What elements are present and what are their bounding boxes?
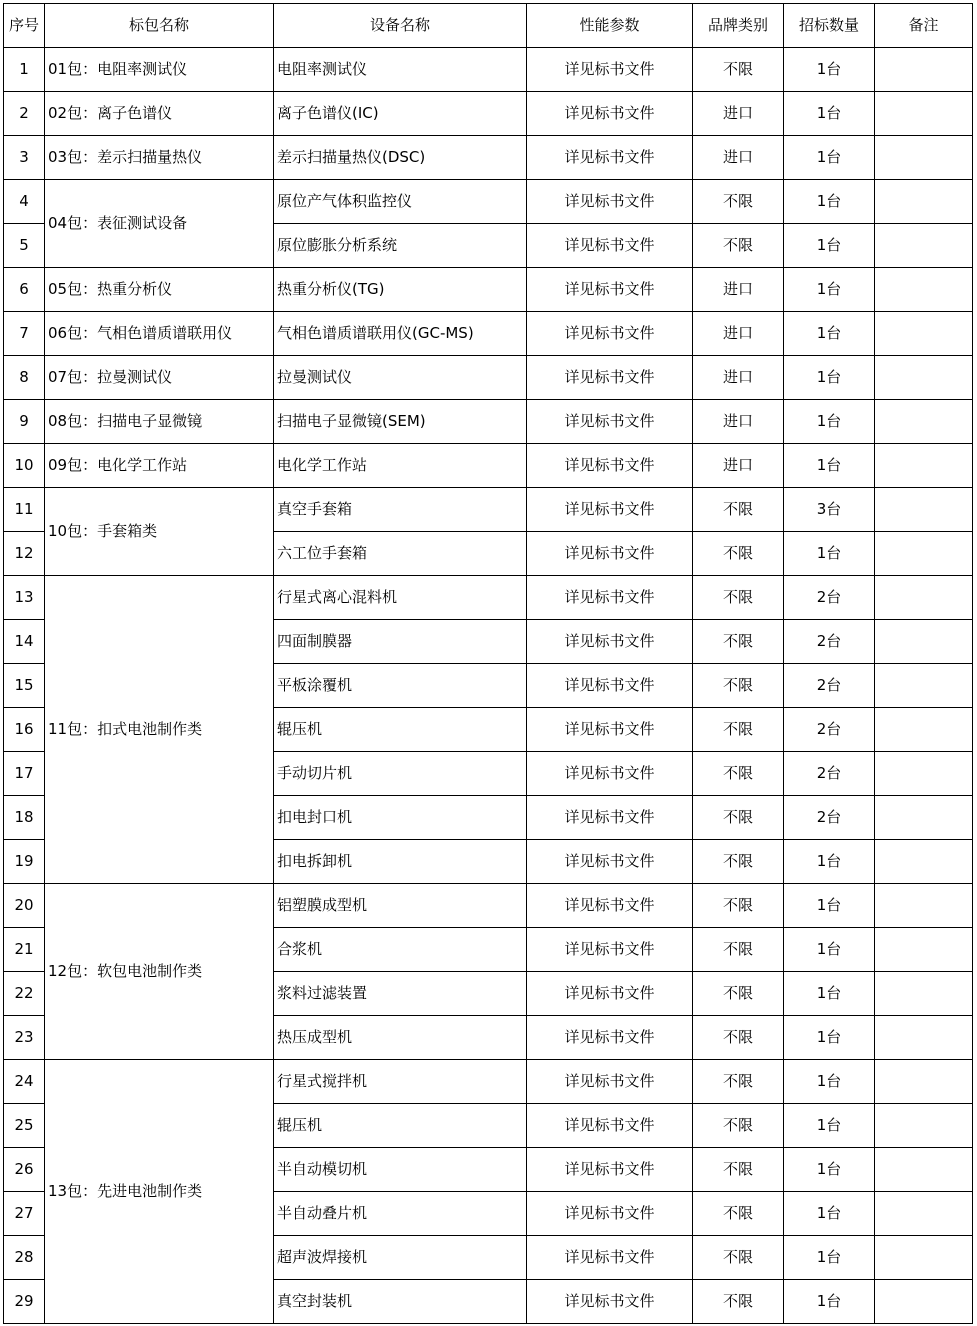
bid-quantity-cell: 2台: [784, 664, 875, 708]
table-row: [4, 92, 973, 136]
performance-params-cell: 详见标书文件: [527, 356, 693, 400]
table-row: [4, 576, 973, 620]
performance-params-cell: 详见标书文件: [527, 312, 693, 356]
brand-category-cell: 进口: [693, 136, 784, 180]
device-name-cell: 原位产气体积监控仪: [274, 180, 527, 224]
bid-quantity-cell: 2台: [784, 620, 875, 664]
brand-category-cell: 进口: [693, 356, 784, 400]
brand-category-cell: 不限: [693, 224, 784, 268]
brand-category-cell: 不限: [693, 1280, 784, 1324]
package-name-cell: 10包：手套箱类: [45, 488, 274, 576]
package-name-cell: 11包：扣式电池制作类: [45, 576, 274, 884]
row-seq-cell: 24: [4, 1060, 45, 1104]
row-seq-cell: 29: [4, 1280, 45, 1324]
bid-quantity-cell: 1台: [784, 1016, 875, 1060]
brand-category-cell: 不限: [693, 928, 784, 972]
row-seq-cell: 9: [4, 400, 45, 444]
bid-quantity-cell: 1台: [784, 136, 875, 180]
bid-quantity-cell: 1台: [784, 224, 875, 268]
brand-category-cell: 不限: [693, 752, 784, 796]
performance-params-cell: 详见标书文件: [527, 664, 693, 708]
device-name-cell: 拉曼测试仪: [274, 356, 527, 400]
device-name-cell: 真空手套箱: [274, 488, 527, 532]
performance-params-cell: 详见标书文件: [527, 532, 693, 576]
row-seq-cell: 27: [4, 1192, 45, 1236]
header-bid-quantity: 招标数量: [784, 4, 875, 48]
performance-params-cell: 详见标书文件: [527, 180, 693, 224]
performance-params-cell: 详见标书文件: [527, 1016, 693, 1060]
performance-params-cell: 详见标书文件: [527, 884, 693, 928]
remarks-cell: [875, 884, 973, 928]
device-name-cell: 铝塑膜成型机: [274, 884, 527, 928]
remarks-cell: [875, 752, 973, 796]
brand-category-cell: 进口: [693, 400, 784, 444]
brand-category-cell: 不限: [693, 1104, 784, 1148]
bid-quantity-cell: 1台: [784, 356, 875, 400]
brand-category-cell: 不限: [693, 1236, 784, 1280]
row-seq-cell: 4: [4, 180, 45, 224]
remarks-cell: [875, 576, 973, 620]
row-seq-cell: 14: [4, 620, 45, 664]
package-name-cell: 02包：离子色谱仪: [45, 92, 274, 136]
device-name-cell: 辊压机: [274, 708, 527, 752]
remarks-cell: [875, 488, 973, 532]
device-name-cell: 半自动叠片机: [274, 1192, 527, 1236]
row-seq-cell: 26: [4, 1148, 45, 1192]
brand-category-cell: 不限: [693, 972, 784, 1016]
performance-params-cell: 详见标书文件: [527, 488, 693, 532]
bid-quantity-cell: 1台: [784, 840, 875, 884]
device-name-cell: 扫描电子显微镜(SEM): [274, 400, 527, 444]
brand-category-cell: 进口: [693, 312, 784, 356]
bid-quantity-cell: 1台: [784, 1192, 875, 1236]
performance-params-cell: 详见标书文件: [527, 1236, 693, 1280]
bid-quantity-cell: 1台: [784, 884, 875, 928]
device-name-cell: 离子色谱仪(IC): [274, 92, 527, 136]
remarks-cell: [875, 620, 973, 664]
remarks-cell: [875, 1236, 973, 1280]
remarks-cell: [875, 664, 973, 708]
brand-category-cell: 不限: [693, 576, 784, 620]
package-name-cell: 07包：拉曼测试仪: [45, 356, 274, 400]
performance-params-cell: 详见标书文件: [527, 840, 693, 884]
performance-params-cell: 详见标书文件: [527, 400, 693, 444]
brand-category-cell: 不限: [693, 1192, 784, 1236]
row-seq-cell: 2: [4, 92, 45, 136]
procurement-table-sheet: [3, 3, 973, 1324]
header-seq: 序号: [4, 4, 45, 48]
device-name-cell: 手动切片机: [274, 752, 527, 796]
remarks-cell: [875, 180, 973, 224]
remarks-cell: [875, 224, 973, 268]
device-name-cell: 扣电拆卸机: [274, 840, 527, 884]
remarks-cell: [875, 1060, 973, 1104]
row-seq-cell: 1: [4, 48, 45, 92]
header-package-name: 标包名称: [45, 4, 274, 48]
bid-quantity-cell: 2台: [784, 708, 875, 752]
performance-params-cell: 详见标书文件: [527, 1104, 693, 1148]
remarks-cell: [875, 708, 973, 752]
bid-quantity-cell: 1台: [784, 180, 875, 224]
bid-quantity-cell: 2台: [784, 796, 875, 840]
bid-quantity-cell: 1台: [784, 928, 875, 972]
brand-category-cell: 不限: [693, 840, 784, 884]
bid-quantity-cell: 1台: [784, 400, 875, 444]
device-name-cell: 气相色谱质谱联用仪(GC-MS): [274, 312, 527, 356]
package-name-cell: 08包：扫描电子显微镜: [45, 400, 274, 444]
bid-quantity-cell: 1台: [784, 972, 875, 1016]
device-name-cell: 差示扫描量热仪(DSC): [274, 136, 527, 180]
header-device-name: 设备名称: [274, 4, 527, 48]
row-seq-cell: 15: [4, 664, 45, 708]
remarks-cell: [875, 1192, 973, 1236]
device-name-cell: 热重分析仪(TG): [274, 268, 527, 312]
header-performance-params: 性能参数: [527, 4, 693, 48]
device-name-cell: 浆料过滤装置: [274, 972, 527, 1016]
brand-category-cell: 进口: [693, 268, 784, 312]
brand-category-cell: 不限: [693, 488, 784, 532]
remarks-cell: [875, 268, 973, 312]
table-row: [4, 444, 973, 488]
row-seq-cell: 11: [4, 488, 45, 532]
row-seq-cell: 8: [4, 356, 45, 400]
package-name-cell: 06包：气相色谱质谱联用仪: [45, 312, 274, 356]
performance-params-cell: 详见标书文件: [527, 268, 693, 312]
device-name-cell: 四面制膜器: [274, 620, 527, 664]
row-seq-cell: 25: [4, 1104, 45, 1148]
performance-params-cell: 详见标书文件: [527, 48, 693, 92]
row-seq-cell: 5: [4, 224, 45, 268]
brand-category-cell: 不限: [693, 664, 784, 708]
package-name-cell: 12包：软包电池制作类: [45, 884, 274, 1060]
row-seq-cell: 16: [4, 708, 45, 752]
package-name-cell: 05包：热重分析仪: [45, 268, 274, 312]
brand-category-cell: 不限: [693, 1148, 784, 1192]
device-name-cell: 合浆机: [274, 928, 527, 972]
remarks-cell: [875, 840, 973, 884]
table-row: [4, 136, 973, 180]
remarks-cell: [875, 796, 973, 840]
row-seq-cell: 21: [4, 928, 45, 972]
brand-category-cell: 不限: [693, 532, 784, 576]
package-name-cell: 09包：电化学工作站: [45, 444, 274, 488]
device-name-cell: 真空封装机: [274, 1280, 527, 1324]
table-row: [4, 400, 973, 444]
remarks-cell: [875, 1104, 973, 1148]
bid-quantity-cell: 1台: [784, 444, 875, 488]
device-name-cell: 行星式离心混料机: [274, 576, 527, 620]
bid-quantity-cell: 2台: [784, 752, 875, 796]
remarks-cell: [875, 92, 973, 136]
row-seq-cell: 6: [4, 268, 45, 312]
brand-category-cell: 不限: [693, 708, 784, 752]
bid-quantity-cell: 1台: [784, 92, 875, 136]
bid-quantity-cell: 1台: [784, 532, 875, 576]
bid-quantity-cell: 2台: [784, 576, 875, 620]
table-row: [4, 180, 973, 224]
performance-params-cell: 详见标书文件: [527, 796, 693, 840]
table-row: [4, 312, 973, 356]
header-brand-category: 品牌类别: [693, 4, 784, 48]
row-seq-cell: 12: [4, 532, 45, 576]
table-row: [4, 488, 973, 532]
row-seq-cell: 23: [4, 1016, 45, 1060]
performance-params-cell: 详见标书文件: [527, 752, 693, 796]
remarks-cell: [875, 312, 973, 356]
remarks-cell: [875, 48, 973, 92]
bid-quantity-cell: 1台: [784, 1280, 875, 1324]
bid-quantity-cell: 1台: [784, 1060, 875, 1104]
performance-params-cell: 详见标书文件: [527, 1060, 693, 1104]
performance-params-cell: 详见标书文件: [527, 620, 693, 664]
performance-params-cell: 详见标书文件: [527, 1280, 693, 1324]
row-seq-cell: 20: [4, 884, 45, 928]
package-name-cell: 04包：表征测试设备: [45, 180, 274, 268]
performance-params-cell: 详见标书文件: [527, 1192, 693, 1236]
performance-params-cell: 详见标书文件: [527, 576, 693, 620]
brand-category-cell: 不限: [693, 1060, 784, 1104]
remarks-cell: [875, 532, 973, 576]
remarks-cell: [875, 1280, 973, 1324]
remarks-cell: [875, 136, 973, 180]
row-seq-cell: 7: [4, 312, 45, 356]
row-seq-cell: 10: [4, 444, 45, 488]
performance-params-cell: 详见标书文件: [527, 708, 693, 752]
table-header-row: [4, 4, 973, 48]
brand-category-cell: 不限: [693, 1016, 784, 1060]
procurement-table: [3, 3, 973, 1324]
brand-category-cell: 不限: [693, 48, 784, 92]
device-name-cell: 行星式搅拌机: [274, 1060, 527, 1104]
table-row: [4, 356, 973, 400]
remarks-cell: [875, 928, 973, 972]
performance-params-cell: 详见标书文件: [527, 136, 693, 180]
device-name-cell: 六工位手套箱: [274, 532, 527, 576]
device-name-cell: 电阻率测试仪: [274, 48, 527, 92]
package-name-cell: 13包：先进电池制作类: [45, 1060, 274, 1324]
bid-quantity-cell: 1台: [784, 1236, 875, 1280]
remarks-cell: [875, 972, 973, 1016]
row-seq-cell: 22: [4, 972, 45, 1016]
device-name-cell: 半自动模切机: [274, 1148, 527, 1192]
brand-category-cell: 不限: [693, 180, 784, 224]
performance-params-cell: 详见标书文件: [527, 92, 693, 136]
performance-params-cell: 详见标书文件: [527, 444, 693, 488]
row-seq-cell: 19: [4, 840, 45, 884]
remarks-cell: [875, 356, 973, 400]
brand-category-cell: 进口: [693, 444, 784, 488]
bid-quantity-cell: 3台: [784, 488, 875, 532]
performance-params-cell: 详见标书文件: [527, 224, 693, 268]
performance-params-cell: 详见标书文件: [527, 928, 693, 972]
device-name-cell: 辊压机: [274, 1104, 527, 1148]
remarks-cell: [875, 1016, 973, 1060]
bid-quantity-cell: 1台: [784, 268, 875, 312]
table-row: [4, 1060, 973, 1104]
header-remarks: 备注: [875, 4, 973, 48]
brand-category-cell: 不限: [693, 620, 784, 664]
row-seq-cell: 18: [4, 796, 45, 840]
table-row: [4, 48, 973, 92]
remarks-cell: [875, 444, 973, 488]
package-name-cell: 03包：差示扫描量热仪: [45, 136, 274, 180]
remarks-cell: [875, 1148, 973, 1192]
bid-quantity-cell: 1台: [784, 48, 875, 92]
table-body: [4, 48, 973, 1324]
row-seq-cell: 3: [4, 136, 45, 180]
device-name-cell: 扣电封口机: [274, 796, 527, 840]
device-name-cell: 原位膨胀分析系统: [274, 224, 527, 268]
device-name-cell: 电化学工作站: [274, 444, 527, 488]
package-name-cell: 01包：电阻率测试仪: [45, 48, 274, 92]
table-row: [4, 884, 973, 928]
row-seq-cell: 28: [4, 1236, 45, 1280]
bid-quantity-cell: 1台: [784, 1148, 875, 1192]
table-row: [4, 268, 973, 312]
row-seq-cell: 17: [4, 752, 45, 796]
device-name-cell: 超声波焊接机: [274, 1236, 527, 1280]
performance-params-cell: 详见标书文件: [527, 1148, 693, 1192]
brand-category-cell: 不限: [693, 884, 784, 928]
bid-quantity-cell: 1台: [784, 312, 875, 356]
brand-category-cell: 进口: [693, 92, 784, 136]
bid-quantity-cell: 1台: [784, 1104, 875, 1148]
remarks-cell: [875, 400, 973, 444]
row-seq-cell: 13: [4, 576, 45, 620]
brand-category-cell: 不限: [693, 796, 784, 840]
device-name-cell: 平板涂覆机: [274, 664, 527, 708]
device-name-cell: 热压成型机: [274, 1016, 527, 1060]
performance-params-cell: 详见标书文件: [527, 972, 693, 1016]
